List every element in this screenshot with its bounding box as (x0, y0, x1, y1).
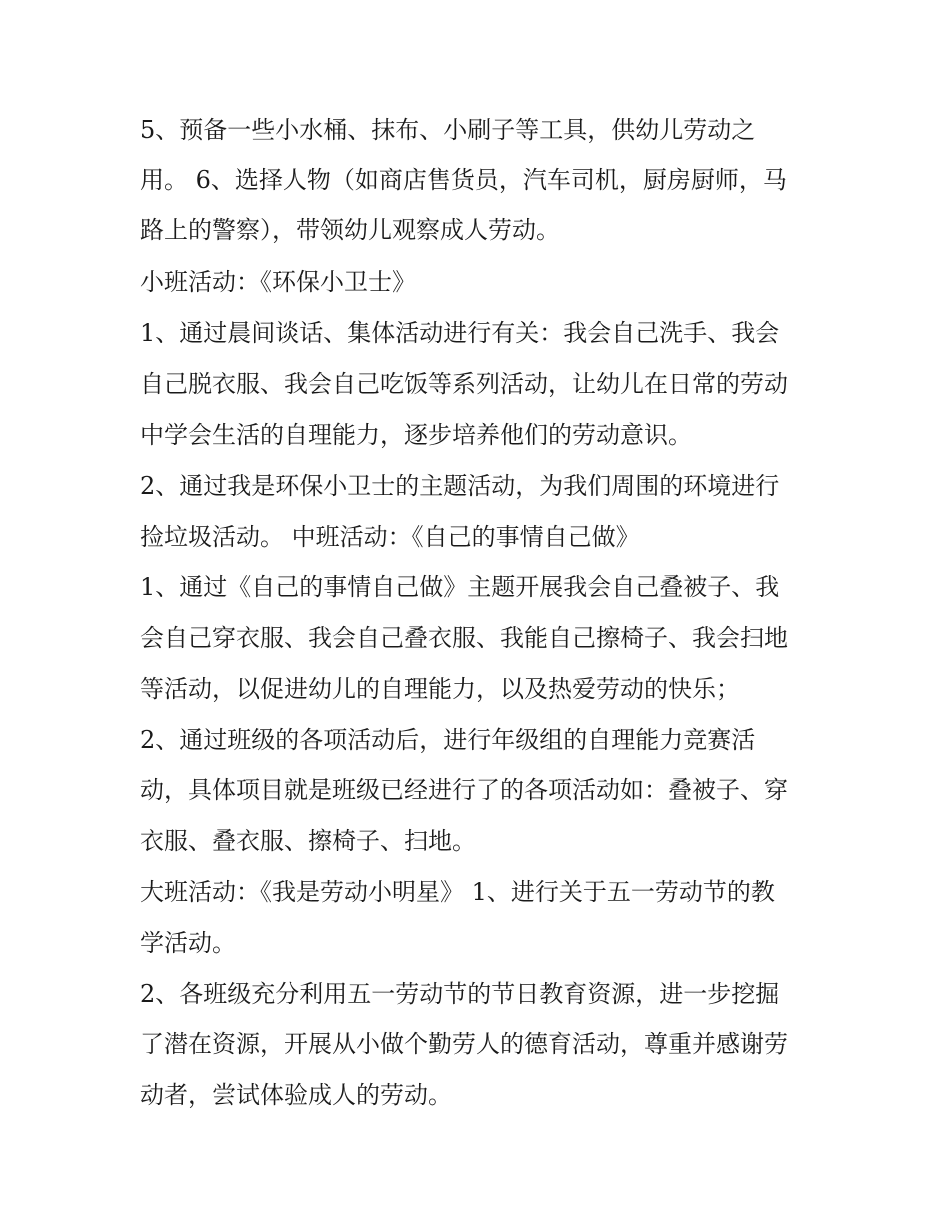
text-line: 2、通过我是环保小卫士的主题活动，为我们周围的环境进行 (140, 472, 780, 500)
text-line: 了潜在资源，开展从小做个勤劳人的德育活动，尊重并感谢劳 (140, 1030, 788, 1058)
text-line: 中学会生活的自理能力，逐步培养他们的劳动意识。 (140, 421, 692, 449)
text-line: 动者，尝试体验成人的劳动。 (140, 1081, 452, 1109)
text-line: 1、通过晨间谈话、集体活动进行有关：我会自己洗手、我会 (140, 319, 780, 347)
text-line: 用。 6、选择人物（如商店售货员，汽车司机，厨房厨师，马 (140, 166, 787, 194)
text-line: 2、通过班级的各项活动后，进行年级组的自理能力竞赛活 (140, 726, 756, 754)
text-line: 衣服、叠衣服、擦椅子、扫地。 (140, 827, 476, 855)
text-line: 路上的警察），带领幼儿观察成人劳动。 (140, 216, 560, 244)
text-line: 5、预备一些小水桶、抹布、小刷子等工具，供幼儿劳动之 (140, 116, 756, 144)
text-line: 等活动，以促进幼儿的自理能力，以及热爱劳动的快乐； (140, 675, 740, 703)
section-heading-small-class: 小班活动：《环保小卫士》 (140, 268, 416, 296)
text-line: 自己脱衣服、我会自己吃饭等系列活动，让幼儿在日常的劳动 (140, 370, 788, 398)
text-line: 动，具体项目就是班级已经进行了的各项活动如：叠被子、穿 (140, 776, 788, 804)
text-line: 2、各班级充分利用五一劳动节的节日教育资源，进一步挖掘 (140, 980, 780, 1008)
text-line: 1、通过《自己的事情自己做》主题开展我会自己叠被子、我 (140, 573, 780, 601)
text-line: 会自己穿衣服、我会自己叠衣服、我能自己擦椅子、我会扫地 (140, 624, 788, 652)
text-line: 学活动。 (140, 929, 236, 957)
text-line: 捡垃圾活动。 中班活动：《自己的事情自己做》 (140, 523, 640, 551)
text-line: 大班活动：《我是劳动小明星》 1、进行关于五一劳动节的教 (140, 878, 775, 906)
